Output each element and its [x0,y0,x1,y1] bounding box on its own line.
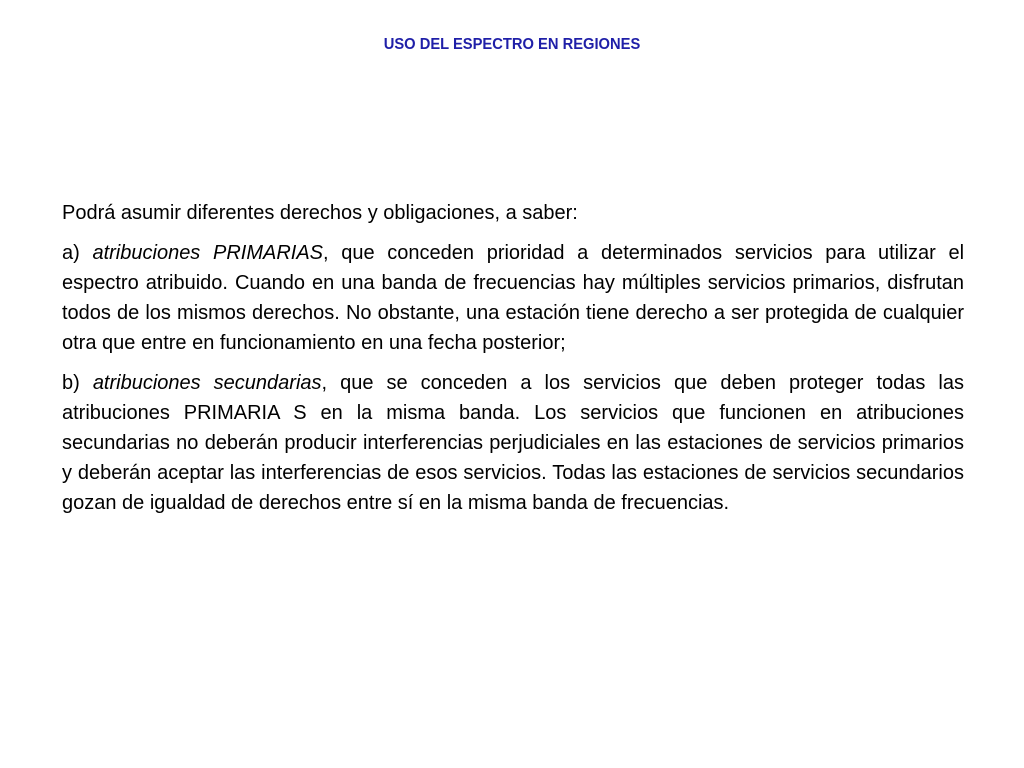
slide-title: USO DEL ESPECTRO EN REGIONES [383,36,641,53]
intro-paragraph [62,198,964,228]
intro-text: Podrá asumir diferentes derechos y obligaciones, a saber: [62,202,578,224]
slide-body [62,198,964,528]
item-b-text: , que se conceden a los servicios que deben proteger todas las atribuciones PRIMARIA S en la misma banda. Los servicios que funcionen en atribuciones secundarias no deberán producir interferencias perjudiciales en las estaciones de servicios primarios y deberán aceptar las interferencias de esos servicios. Todas las estaciones de servicios secundarios gozan de igualdad de derechos entre sí en la misma banda de frecuencias. [62,372,964,514]
paragraph-b [62,368,964,518]
item-a-prefix: a) [62,242,93,264]
paragraph-a [62,238,964,358]
item-b-term: atribuciones secundarias [92,372,322,394]
item-a-term: atribuciones PRIMARIAS [92,242,324,264]
item-a-text: , que conceden prioridad a determinados servicios para utilizar el espectro atribuido. Cuando en una banda de frecuencias hay múltiples servicios primarios, disfrutan todos de los mismos derechos. No obstante, una estación tiene derecho a ser protegida de cualquier otra que entre en funcionamiento en una fecha posterior; [62,242,965,354]
item-b-prefix: b) [62,372,93,394]
